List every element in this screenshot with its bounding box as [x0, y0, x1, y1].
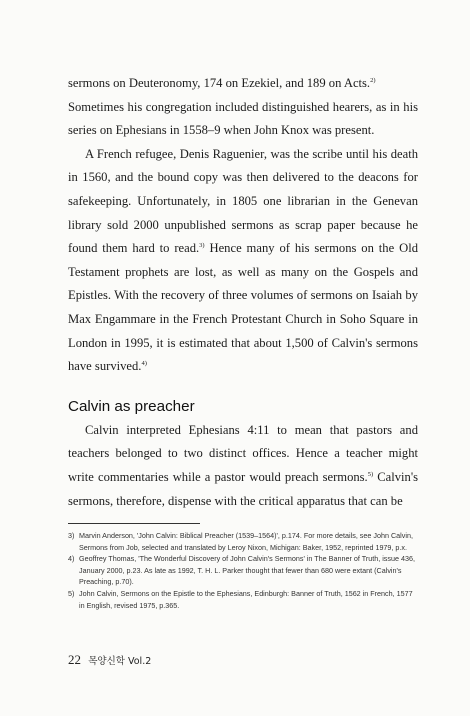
journal-title: 목양신학 Vol.2 — [88, 656, 152, 667]
footnote-divider — [68, 523, 200, 524]
paragraph-congregation: Sometimes his congregation included distinguished hearers, as in his series on Ephesians in 1558–9 when John Knox was present. — [68, 99, 418, 138]
paragraph-raguenier: A French refugee, Denis Raguenier, was the scribe until his death in 1560, and the bound copy was then delivered to the deacons for safekeeping. Unfortunately, in 1805 one librarian in the Genevan library sold 2000 unpublished sermons as scrap paper because he found them hard to read.$^{3)}$ Hence many of his sermons on the Old Testament prophets are lost, as well as many on the Gospels and Epistles. With the recovery of three volumes of sermons on Isaiah by Max Engammare in the French Protestant Church in Soho Square in London in 1995, it is estimated that about 1,500 of Calvin's sermons have survived.$^{4)}$ — [68, 146, 418, 374]
footnote-ref: 5) — [367, 470, 374, 478]
paragraph-preacher: Calvin interpreted Ephesians 4:11 to mean that pastors and teachers belonged to two distinct offices. Hence a teacher might write commentaries while a pastor would preach sermons.$^{5)}$ Calvin's sermons, therefore, dispense with the critical apparatus that can be — [68, 422, 418, 508]
section-heading: Calvin as preacher — [68, 397, 195, 415]
paragraph-continuation: sermons on Deuteronomy, 174 on Ezekiel, and 189 on Acts.$^{2)}$ — [68, 76, 376, 90]
page-footer — [68, 652, 151, 668]
footnote-ref: 3) — [199, 242, 205, 250]
footnote-ref: 2) — [370, 77, 376, 84]
body-text — [68, 72, 418, 513]
page-number: 22 — [68, 652, 81, 667]
footnote-5: 5) John Calvin, Sermons on the Epistle to the Ephesians, Edinburgh: Banner of Truth, 1562 in French, 1577 in English, revised 1975, p.365. — [68, 588, 413, 610]
footnote-4: 4) Geoffrey Thomas, 'The Wonderful Discovery of John Calvin's Sermons' in The Banner of Truth, issue 436, January 2000, p.23. As late as 1992, T. H. L. Parker thought that fewer than 680 were extant (Calvin's Preaching, p.70). — [68, 554, 415, 587]
footnotes — [68, 530, 420, 611]
footnote-ref: 4) — [141, 360, 147, 368]
footnote-3: 3) Marvin Anderson, 'John Calvin: Biblical Preacher (1539–1564)', p.174. For more details, see John Calvin, Sermons from Job, selected and translated by Leroy Nixon, Michigan: Baker, 1952, reprinted 1979, p.x. — [68, 531, 413, 552]
